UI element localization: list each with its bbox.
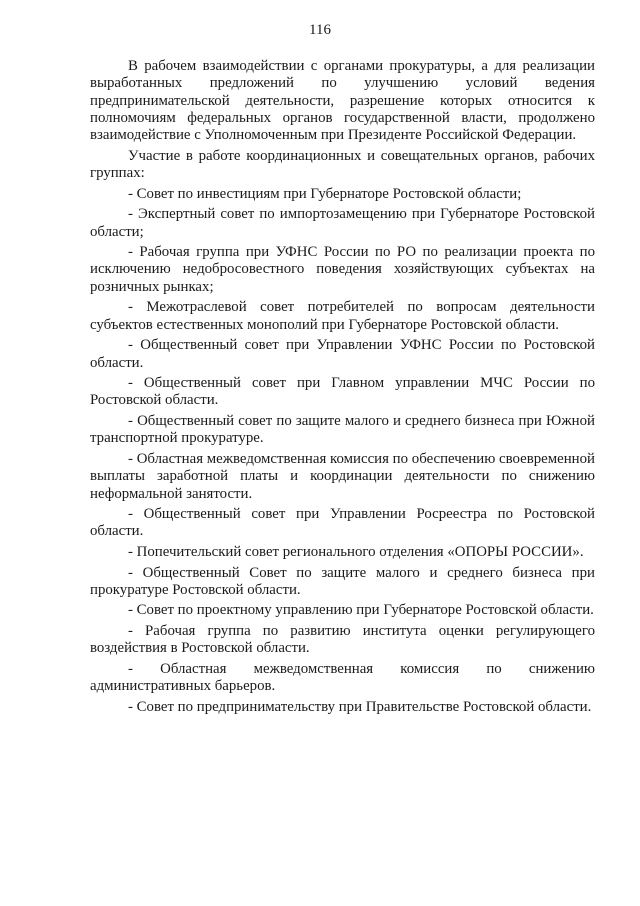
list-item-regulatory-impact-group: - Рабочая группа по развитию института оценки регулирующего воздействия в Ростовской области. xyxy=(90,623,595,657)
list-item-entrepreneurship-council: - Совет по предпринимательству при Правительстве Ростовской области. xyxy=(128,698,592,715)
list-item-fns-public-council: - Общественный совет при Управлении УФНС России по Ростовской области. xyxy=(90,337,595,371)
list-item-emergency-public-council: - Общественный совет при Главном управлении МЧС России по Ростовской области. xyxy=(90,375,595,409)
list-item-fns-working-group: - Рабочая группа при УФНС России по РО по реализации проекта по исключению недобросовестного поведения хозяйствующих субъектах на розничных рынках; xyxy=(90,244,595,295)
list-item-admin-barriers-commission: - Областная межведомственная комиссия по снижению административных барьеров. xyxy=(90,660,595,695)
list-item-prosecutor-business-council: - Общественный Совет по защите малого и среднего бизнеса при прокуратуре Ростовской области. xyxy=(90,564,595,598)
list-item-import-substitution-council: - Экспертный совет по импортозамещению при Губернаторе Ростовской области; xyxy=(90,206,595,240)
participation-heading: Участие в работе координационных и совещательных органов, рабочих группах: xyxy=(90,147,595,182)
document-body xyxy=(90,58,595,719)
list-item-project-management-council: - Совет по проектному управлению при Губернаторе Ростовской области. xyxy=(128,602,594,619)
list-item-opora-board: - Попечительский совет регионального отделения «ОПОРЫ РОССИИ». xyxy=(128,543,584,560)
list-item-rosreestr-council: - Общественный совет при Управлении Росреестра по Ростовской области. xyxy=(90,506,595,540)
intro-paragraph: В рабочем взаимодействии с органами прокуратуры, а для реализации выработанных предложений по улучшению условий ведения предпринимательской деятельности, разрешение которых относится к полномочиям федеральных органов государственной власти, продолжено взаимодействие с Уполномоченным при Президенте Российской Федерации. xyxy=(90,58,595,144)
list-item-consumers-council: - Межотраслевой совет потребителей по вопросам деятельности субъектов естественных монополий при Губернаторе Ростовской области. xyxy=(90,299,595,333)
list-item-transport-prosecutor-council: - Общественный совет по защите малого и среднего бизнеса при Южной транспортной прокуратуре. xyxy=(90,413,595,447)
list-item-wage-commission: - Областная межведомственная комиссия по обеспечению своевременной выплаты заработной платы и координации деятельности по снижению неформальной занятости. xyxy=(90,450,595,502)
page-number: 116 xyxy=(309,22,331,38)
list-item-investment-council: - Совет по инвестициям при Губернаторе Ростовской области; xyxy=(128,185,522,202)
